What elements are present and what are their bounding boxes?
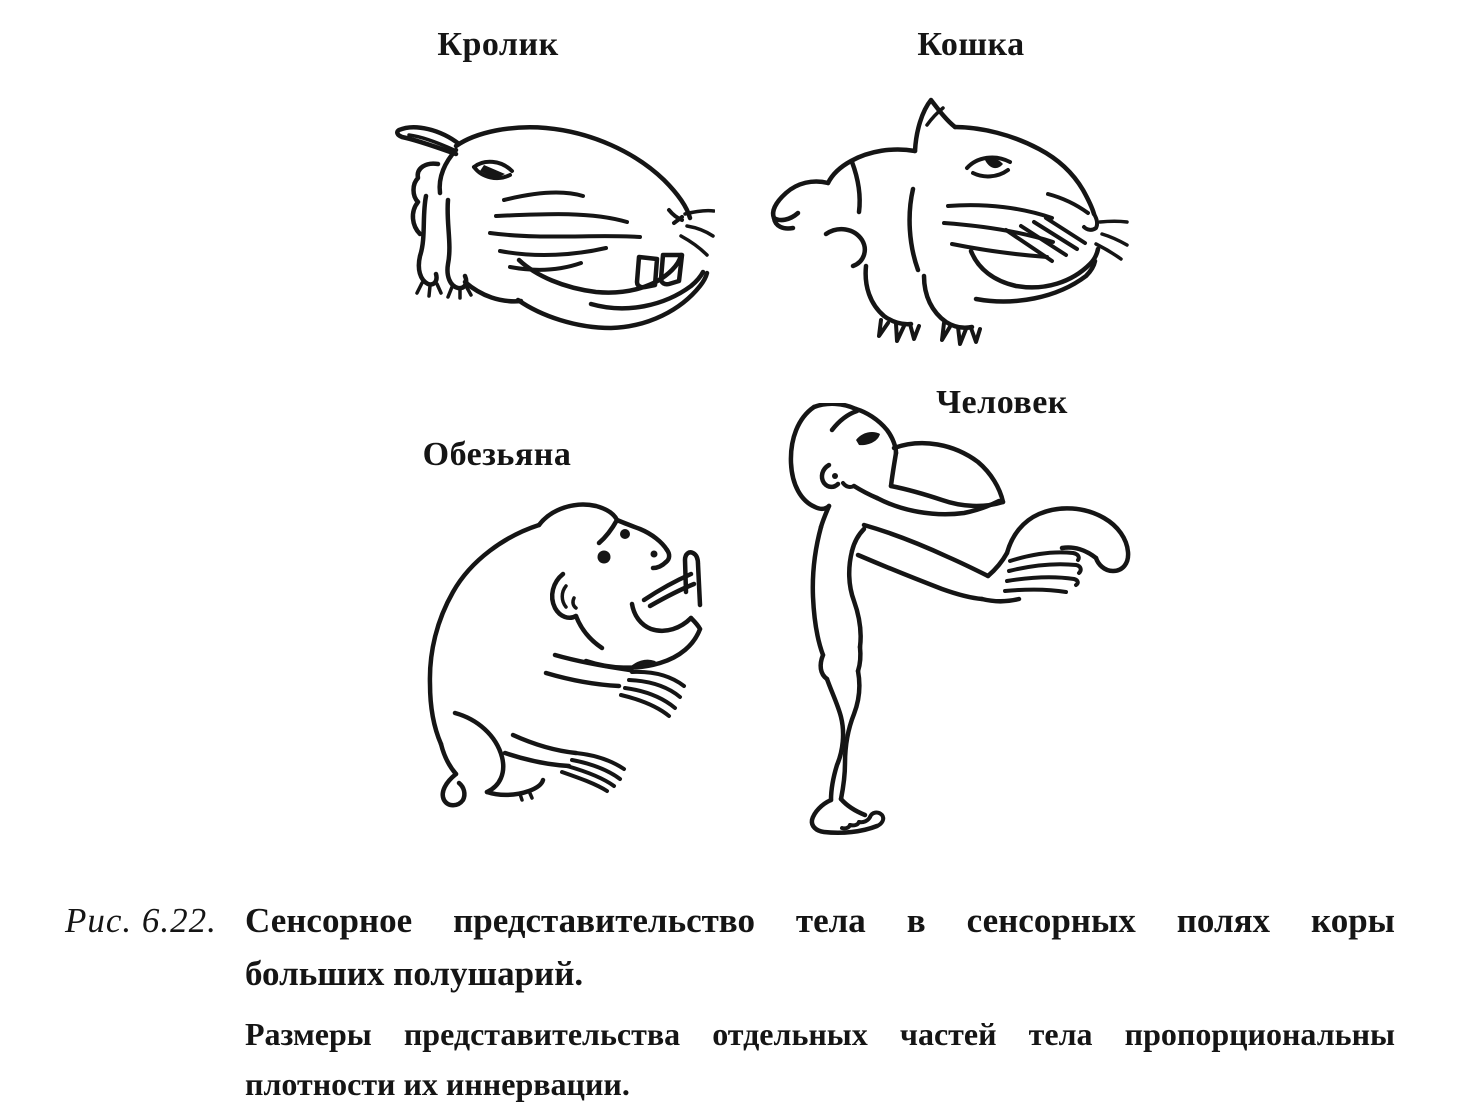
monkey-drawing bbox=[403, 493, 725, 825]
cat-drawing bbox=[765, 93, 1145, 350]
caption-body bbox=[245, 894, 1395, 1109]
rabbit-drawing bbox=[385, 103, 715, 340]
label-cat: Кошка bbox=[917, 26, 1025, 63]
caption-subtitle-line1: Размеры представительства отдельных частей тела пропорциональны bbox=[245, 1016, 1395, 1052]
caption-number: Рис. 6.22. bbox=[65, 901, 217, 940]
label-monkey: Обезьяна bbox=[422, 436, 572, 473]
label-human: Человек bbox=[936, 384, 1068, 421]
figure-caption bbox=[65, 894, 1395, 1109]
caption-subtitle-line2: плотности их иннервации. bbox=[245, 1066, 630, 1102]
caption-title-line2: больших полушарий. bbox=[245, 954, 584, 993]
caption-title-line1: Сенсорное представительство тела в сенсорных полях коры bbox=[245, 901, 1395, 940]
label-rabbit: Кролик bbox=[437, 26, 559, 63]
human-drawing bbox=[788, 403, 1140, 845]
